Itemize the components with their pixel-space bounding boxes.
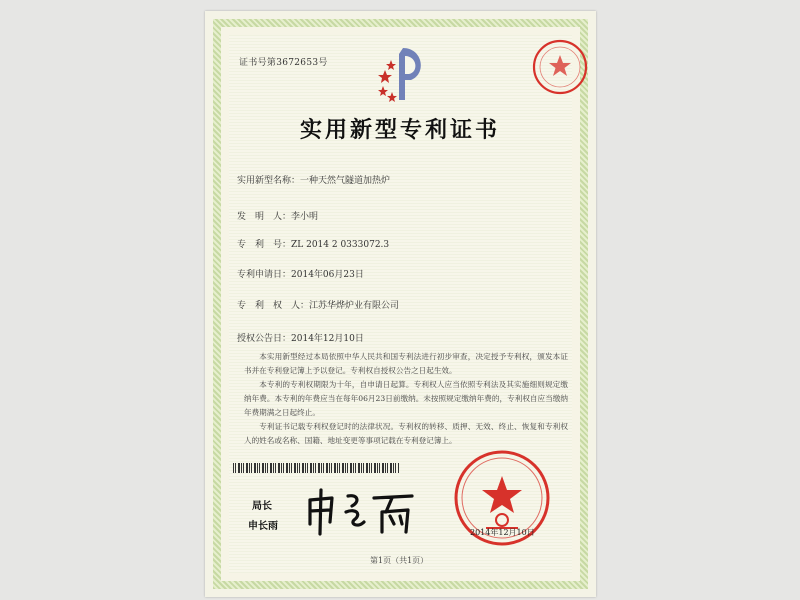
field-application-date bbox=[237, 267, 364, 280]
patent-office-logo-icon bbox=[375, 40, 435, 108]
field-patentee bbox=[237, 298, 399, 311]
field-label: 发 明 人： bbox=[237, 212, 292, 222]
field-label: 授权公告日： bbox=[237, 334, 292, 344]
field-value: 一种天然气隧道加热炉 bbox=[300, 176, 391, 186]
registration-seal-icon bbox=[531, 38, 589, 96]
certificate-title: 实用新型专利证书 bbox=[299, 117, 500, 143]
field-inventor bbox=[237, 209, 318, 222]
field-value: 江苏华烨炉业有限公司 bbox=[309, 301, 400, 311]
seal-date: 2014年12月10日 bbox=[470, 528, 535, 537]
paragraph-grant-statement: 本实用新型经过本局依照中华人民共和国专利法进行初步审查，决定授予专利权，颁发本证书并在专利登记簿上予以登记。专利权自授权公告之日起生效。 bbox=[244, 352, 568, 375]
barcode bbox=[233, 463, 399, 473]
field-label: 专利申请日： bbox=[237, 270, 292, 280]
field-label: 专 利 号： bbox=[237, 240, 292, 250]
signatory-role: 局长 bbox=[252, 501, 272, 512]
field-label: 实用新型名称： bbox=[237, 176, 301, 186]
field-value: 李小明 bbox=[291, 212, 319, 222]
field-label: 专 利 权 人： bbox=[237, 301, 310, 311]
paragraph-legal-status: 专利证书记载专利权登记时的法律状况。专利权的转移、质押、无效、终止、恢复和专利权人的姓名或名称、国籍、地址变更等事项记载在专利登记簿上。 bbox=[244, 422, 568, 445]
page-number: 第1页（共1页） bbox=[370, 556, 429, 565]
paragraph-term-statement: 本专利的专利权期限为十年，自申请日起算。专利权人应当依照专利法及其实施细则规定缴纳年费。本专利的年费应当在每年06月23日前缴纳。未按照规定缴纳年费的，专利权自应当缴纳年费期满之日起终止。 bbox=[244, 380, 568, 417]
field-value: ZL 2014 2 0333072.3 bbox=[291, 240, 390, 250]
field-patent-number bbox=[237, 237, 389, 250]
field-value: 2014年06月23日 bbox=[291, 270, 364, 280]
field-value: 2014年12月10日 bbox=[291, 334, 364, 344]
handwritten-signature bbox=[302, 484, 422, 540]
field-utility-model-name bbox=[237, 173, 390, 186]
certificate-number: 证书号第3672653号 bbox=[239, 58, 328, 68]
signatory-name: 申长雨 bbox=[248, 521, 278, 532]
field-grant-date bbox=[237, 331, 364, 344]
